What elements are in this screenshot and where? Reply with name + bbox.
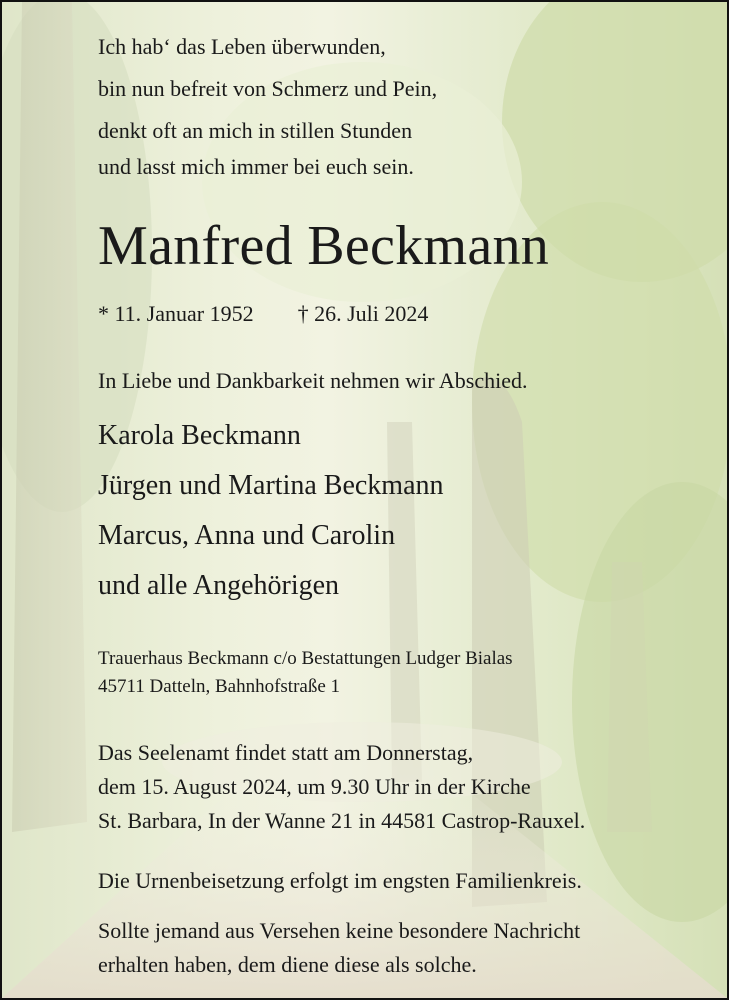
mourner-name: und alle Angehörigen — [98, 570, 340, 601]
mourner-name: Jürgen und Martina Beckmann — [98, 470, 444, 501]
death-date: † 26. Juli 2024 — [297, 301, 429, 326]
burial-note: Die Urnenbeisetzung erfolgt im engsten Familienkreis. — [98, 868, 582, 893]
service-line: St. Barbara, In der Wanne 21 in 44581 Castrop-Rauxel. — [98, 808, 586, 833]
obituary-text — [2, 2, 727, 998]
service-line: dem 15. August 2024, um 9.30 Uhr in der Kirche — [98, 774, 531, 799]
mourning-address: Trauerhaus Beckmann c/o Bestattungen Ludger Bialas — [98, 648, 513, 669]
service-line: Das Seelenamt findet statt am Donnerstag, — [98, 740, 474, 765]
poem-line: bin nun befreit von Schmerz und Pein, — [98, 76, 438, 101]
notice-line: Sollte jemand aus Versehen keine besondere Nachricht — [98, 918, 581, 943]
poem-line: und lasst mich immer bei euch sein. — [98, 154, 414, 179]
birth-date: * 11. Januar 1952 — [98, 301, 254, 326]
farewell-line: In Liebe und Dankbarkeit nehmen wir Abschied. — [98, 368, 528, 393]
life-dates — [98, 301, 428, 327]
poem-line: denkt oft an mich in stillen Stunden — [98, 118, 413, 143]
deceased-name: Manfred Beckmann — [98, 215, 550, 277]
mourning-address: 45711 Datteln, Bahnhofstraße 1 — [98, 676, 341, 697]
mourner-name: Karola Beckmann — [98, 420, 301, 451]
mourner-name: Marcus, Anna und Carolin — [98, 520, 396, 551]
poem-line: Ich hab‘ das Leben überwunden, — [98, 34, 386, 59]
notice-line: erhalten haben, dem diene diese als solche. — [98, 952, 477, 977]
